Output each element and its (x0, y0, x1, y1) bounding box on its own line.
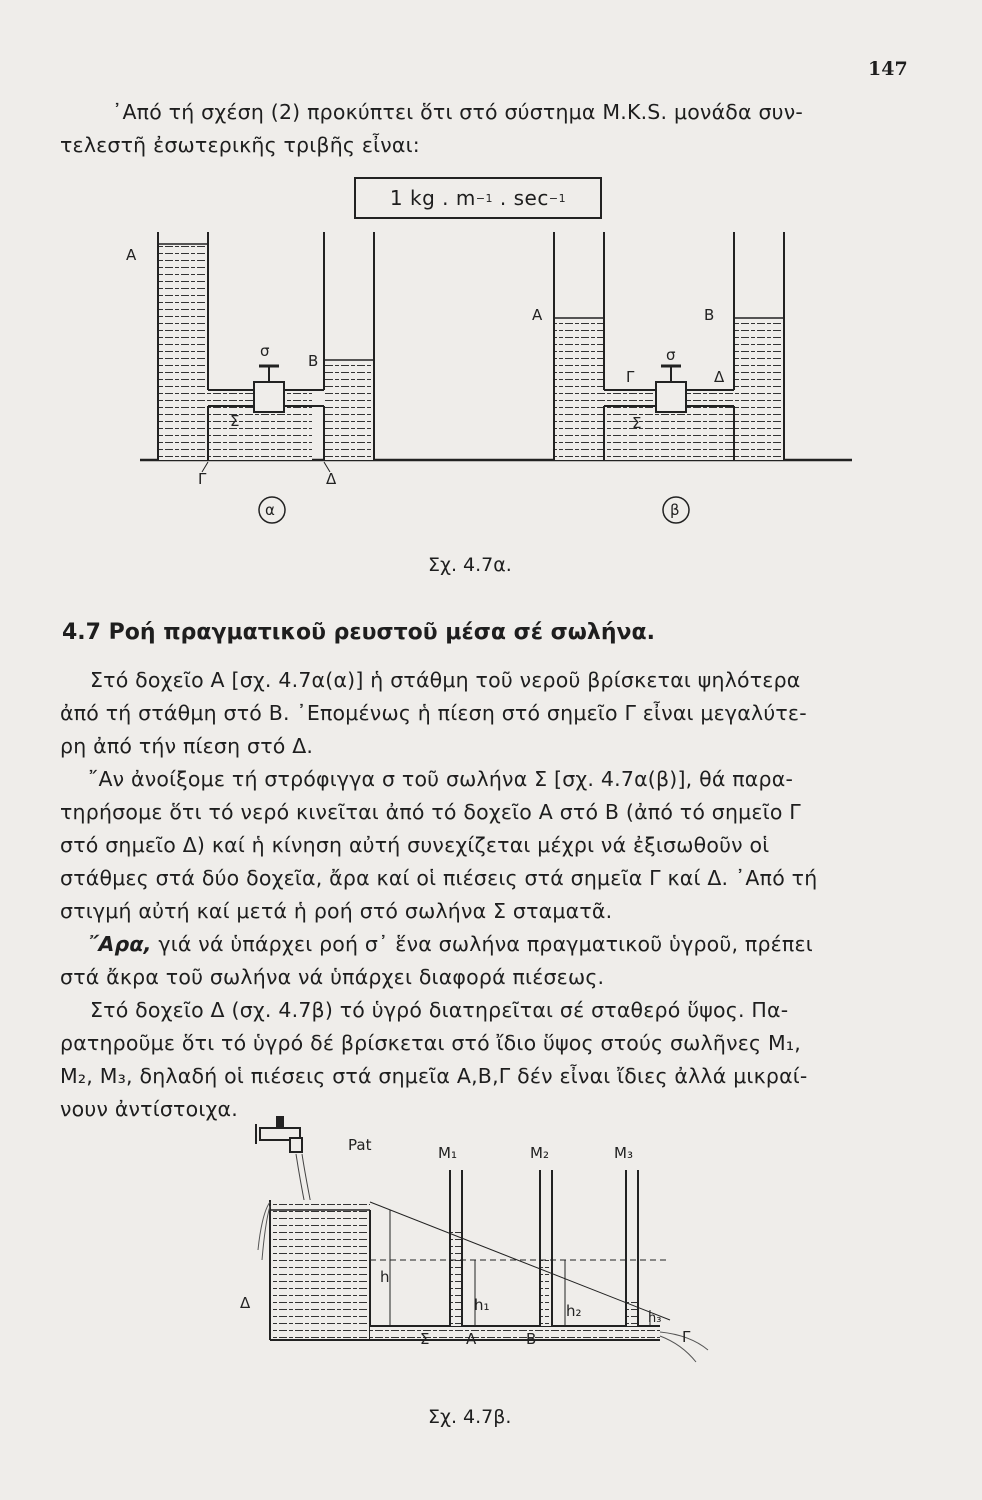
p3-emphasis: ῎Αρα, (88, 932, 152, 956)
p3-line-1-rest: γιά νά ὑπάρχει ροή σ᾿ ἕνα σωλήνα πραγματικοῦ ὑγροῦ, πρέπει (151, 932, 813, 956)
tank-a-water (158, 244, 208, 460)
valve-b (656, 382, 686, 412)
p1-line-1: Στό δοχεῖο Α [σχ. 4.7α(α)] ἡ στάθμη τοῦ νεροῦ βρίσκεται ψηλότερα (90, 668, 801, 692)
figure-4-7b (230, 1110, 750, 1410)
intro-line-1: ᾿Από τή σχέση (2) προκύπτει ὅτι στό σύστημα M.K.S. μονάδα συν- (112, 100, 803, 124)
label-Delta-right: Δ (714, 368, 725, 386)
page-number: 147 (868, 58, 908, 80)
p4-line-3: M₂, M₃, δηλαδή οἱ πιέσεις στά σημεῖα Α,Β,Γ δέν εἶναι ἴδιες ἀλλά μικραί- (60, 1064, 808, 1088)
p3-line-1 (88, 929, 813, 960)
label-A-right: Α (532, 306, 543, 324)
label-Sigma-right: Σ (632, 414, 642, 432)
figure-4-7a-caption: Σχ. 4.7α. (428, 554, 512, 576)
label-h3: h₃ (648, 1311, 662, 1326)
p4-line-4: νουν ἀντίστοιχα. (60, 1097, 238, 1121)
label-Delta-left: Δ (326, 470, 337, 488)
p2-line-2: τηρήσομε ὅτι τό νερό κινεῖται ἀπό τό δοχεῖο Α στό Β (ἀπό τό σημεῖο Γ (60, 800, 801, 824)
label-Sigma-left: Σ (230, 412, 240, 430)
label-sigma: Σ (420, 1330, 430, 1348)
label-pat: Pat (348, 1136, 372, 1154)
formula-mid: . sec (493, 186, 549, 210)
figure-4-7a (100, 222, 860, 552)
intro-line-2: τελεστῆ ἐσωτερικῆς τριβῆς εἶναι: (60, 133, 420, 157)
p3-line-2: στά ἄκρα τοῦ σωλήνα νά ὑπάρχει διαφορά πιέσεως. (60, 965, 605, 989)
subfigure-b-label: β (670, 501, 680, 519)
p2-line-1: ῎Αν ἀνοίξομε τή στρόφιγγα σ τοῦ σωλήνα Σ [σχ. 4.7α(β)], θά παρα- (88, 767, 794, 791)
tank-delta-water (270, 1200, 370, 1340)
label-delta: Δ (240, 1294, 251, 1312)
formula-exponent-2: −1 (548, 191, 567, 205)
label-m1: M₁ (438, 1144, 457, 1162)
label-Gamma-right: Γ (626, 368, 635, 386)
subfigure-a-label: α (265, 501, 275, 519)
tank-b-water (324, 360, 374, 460)
section-heading: 4.7 Ροή πραγματικοῦ ρευστοῦ μέσα σέ σωλήνα. (62, 620, 655, 645)
label-sigma-right: σ (666, 346, 676, 364)
label-A: Α (466, 1330, 477, 1348)
label-gamma: Γ (682, 1328, 691, 1346)
label-h2: h₂ (566, 1302, 582, 1320)
label-A-left: Α (126, 246, 137, 264)
p1-line-2: ἀπό τή στάθμη στό Β. ᾿Επομένως ἡ πίεση στό σημεῖο Γ εἶναι μεγαλύτε- (60, 701, 807, 725)
label-B-right: Β (704, 306, 715, 324)
p2-line-4: στάθμες στά δύο δοχεῖα, ἄρα καί οἱ πιέσεις στά σημεῖα Γ καί Δ. ᾿Από τή (60, 866, 818, 890)
faucet-icon (256, 1116, 302, 1152)
label-sigma-left: σ (260, 342, 270, 360)
label-m3: M₃ (614, 1144, 633, 1162)
label-Gamma-left: Γ (198, 470, 207, 488)
figure-4-7b-caption: Σχ. 4.7β. (428, 1406, 512, 1428)
viscosity-unit-formula (354, 177, 602, 219)
label-m2: M₂ (530, 1144, 549, 1162)
p4-line-1: Στό δοχεῖο Δ (σχ. 4.7β) τό ὑγρό διατηρεῖται σέ σταθερό ὕψος. Πα- (90, 998, 789, 1022)
label-B-left: Β (308, 352, 319, 370)
label-h1: h₁ (474, 1296, 490, 1314)
p4-line-2: ρατηροῦμε ὅτι τό ὑγρό δέ βρίσκεται στό ἴδιο ὕψος στούς σωλῆνες M₁, (60, 1031, 801, 1055)
p2-line-3: στό σημεῖο Δ) καί ἡ κίνηση αὐτή συνεχίζεται μέχρι νά ἐξισωθοῦν οἱ (60, 833, 770, 857)
label-B: Β (526, 1330, 537, 1348)
p1-line-3: ρη ἀπό τήν πίεση στό Δ. (60, 734, 314, 758)
formula-exponent-1: −1 (475, 191, 494, 205)
label-h: h (380, 1268, 390, 1286)
p2-line-5: στιγμή αὐτή καί μετά ἡ ροή στό σωλήνα Σ σταματᾶ. (60, 899, 613, 923)
formula-unit: 1 kg . m (389, 186, 476, 210)
valve-a (254, 382, 284, 412)
